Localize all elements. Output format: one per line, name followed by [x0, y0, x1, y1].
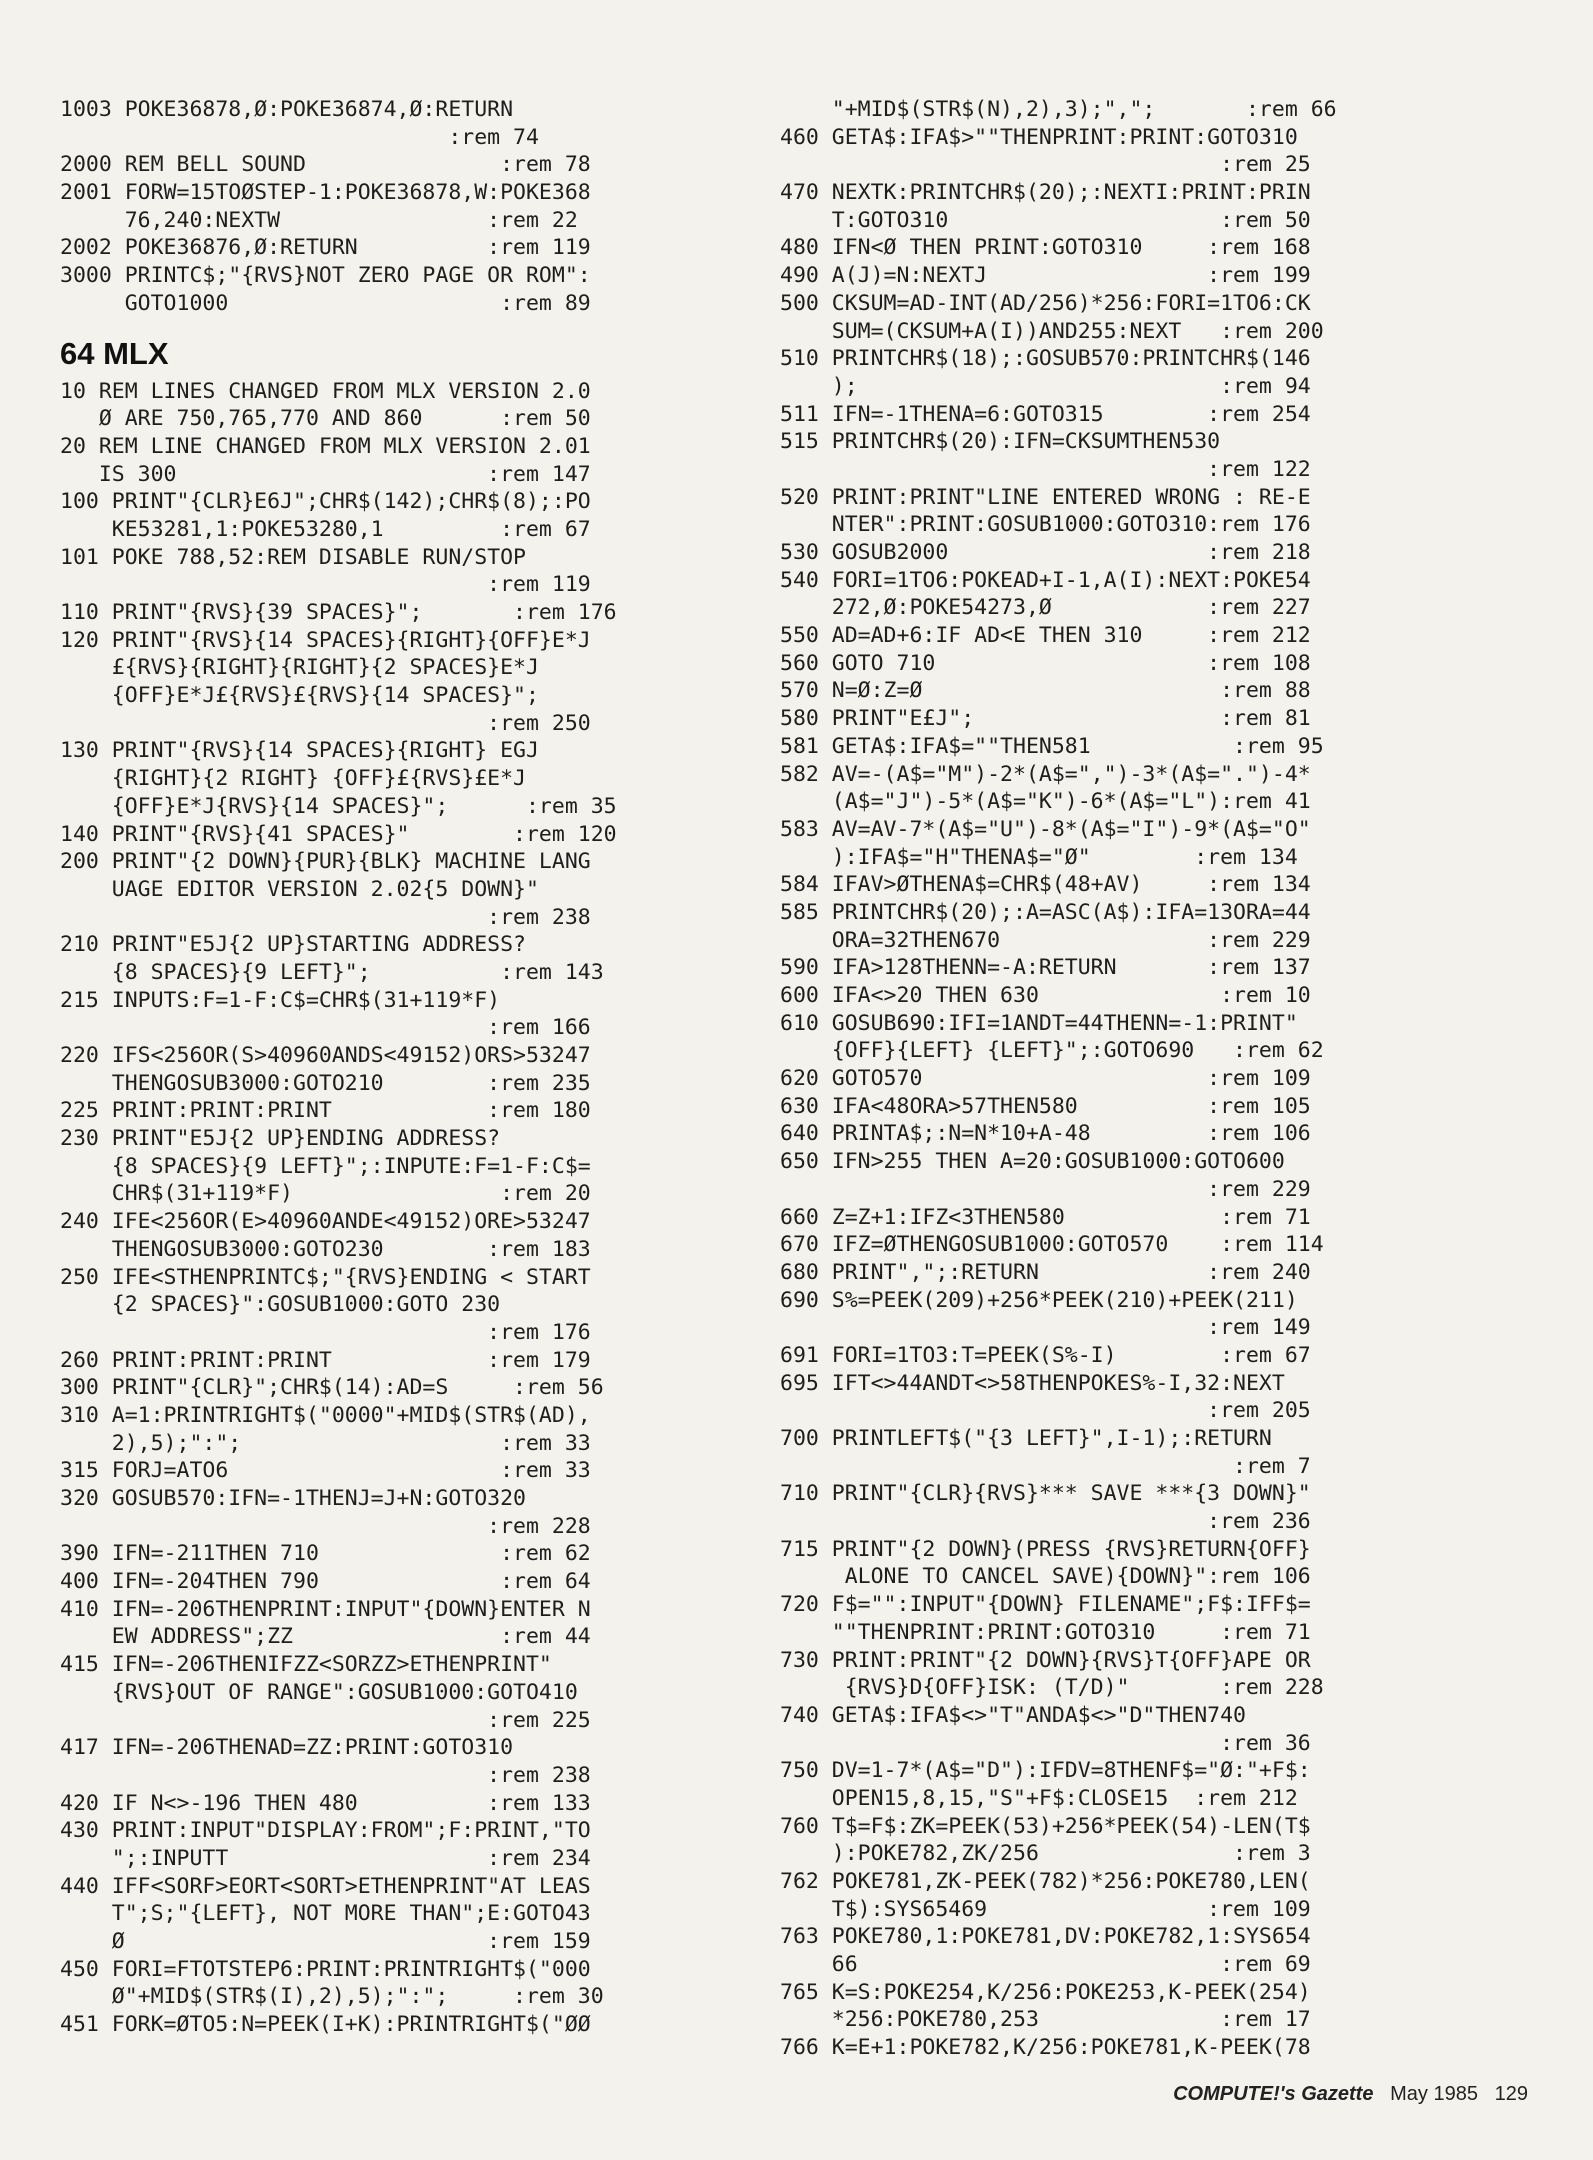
code-line: {8 SPACES}{9 LEFT}"; :rem 143: [60, 959, 604, 985]
code-line: 430 PRINT:INPUT"DISPLAY:FROM";F:PRINT,"TO: [60, 1818, 591, 1844]
code-line: 200 PRINT"{2 DOWN}{PUR}{BLK} MACHINE LANG: [60, 849, 591, 875]
code-line: 590 IFA>128THENN=-A:RETURN :rem 137: [780, 955, 1311, 981]
code-line: 715 PRINT"{2 DOWN}(PRESS {RVS}RETURN{OFF}: [780, 1536, 1311, 1562]
code-line: 600 IFA<>20 THEN 630 :rem 10: [780, 983, 1311, 1008]
page-footer: [1173, 2083, 1528, 2106]
code-line: Ø"+MID$(STR$(I),2),5);":"; :rem 30: [60, 1984, 604, 2010]
code-line: 720 F$="":INPUT"{DOWN} FILENAME";F$:IFF$=: [780, 1592, 1311, 1618]
code-line: :rem 25: [780, 152, 1311, 178]
code-line: 2000 REM BELL SOUND :rem 78: [60, 152, 591, 178]
code-line: OPEN15,8,15,"S"+F$:CLOSE15 :rem 212: [780, 1785, 1298, 1811]
code-line: 2002 POKE36876,Ø:RETURN :rem 119: [60, 235, 591, 261]
code-line: {RVS}OUT OF RANGE":GOSUB1000:GOTO410: [60, 1679, 578, 1705]
code-line: :rem 119: [60, 572, 591, 598]
code-line: 540 FORI=1TO6:POKEAD+I-1,A(I):NEXT:POKE54: [780, 567, 1311, 593]
code-line: £{RVS}{RIGHT}{RIGHT}{2 SPACES}E*J: [60, 655, 539, 681]
code-line: 320 GOSUB570:IFN=-1THENJ=J+N:GOTO320: [60, 1486, 526, 1511]
code-line: Ø ARE 750,765,770 AND 860 :rem 50: [60, 406, 591, 432]
code-line: :rem 205: [780, 1398, 1311, 1424]
code-line: 417 IFN=-206THENAD=ZZ:PRINT:GOTO310: [60, 1735, 514, 1761]
code-line: 730 PRINT:PRINT"{2 DOWN}{RVS}T{OFF}APE OR: [780, 1647, 1311, 1673]
code-line: 390 IFN=-211THEN 710 :rem 62: [60, 1541, 591, 1567]
code-line: 230 PRINT"E5J{2 UP}ENDING ADDRESS?: [60, 1126, 501, 1152]
code-line: Ø :rem 159: [60, 1929, 591, 1954]
code-line: UAGE EDITOR VERSION 2.02{5 DOWN}": [60, 876, 539, 902]
code-line: 520 PRINT:PRINT"LINE ENTERED WRONG : RE-E: [780, 484, 1311, 510]
code-line: 110 PRINT"{RVS}{39 SPACES}"; :rem 176: [60, 600, 617, 625]
code-line: 2),5);":"; :rem 33: [60, 1430, 591, 1456]
code-line: T";S;"{LEFT}, NOT MORE THAN";E:GOTO43: [60, 1901, 591, 1927]
code-line: 2001 FORW=15TOØSTEP-1:POKE36878,W:POKE368: [60, 180, 591, 206]
code-line: THENGOSUB3000:GOTO210 :rem 235: [60, 1070, 591, 1096]
code-line: CHR$(31+119*F) :rem 20: [60, 1181, 591, 1207]
code-line: :rem 149: [780, 1315, 1311, 1341]
code-line: 450 FORI=FTOTSTEP6:PRINT:PRINTRIGHT$("000: [60, 1956, 591, 1982]
code-line: {8 SPACES}{9 LEFT}";:INPUTE:F=1-F:C$=: [60, 1153, 591, 1179]
publication-name: COMPUTE!'s Gazette: [1173, 2083, 1374, 2105]
code-line: ""THENPRINT:PRINT:GOTO310 :rem 71: [780, 1619, 1311, 1645]
code-line: :rem 225: [60, 1707, 591, 1733]
code-line: NTER":PRINT:GOSUB1000:GOTO310:rem 176: [780, 512, 1311, 538]
code-line: :rem 236: [780, 1509, 1311, 1535]
code-line: :rem 238: [60, 904, 591, 930]
code-line: :rem 228: [60, 1513, 591, 1539]
code-line: :rem 229: [780, 1176, 1311, 1202]
code-line: 530 GOSUB2000 :rem 218: [780, 540, 1311, 565]
code-line: 451 FORK=ØTO5:N=PEEK(I+K):PRINTRIGHT$("ØØ: [60, 2012, 591, 2038]
code-line: 400 IFN=-204THEN 790 :rem 64: [60, 1569, 591, 1595]
code-line: 10 REM LINES CHANGED FROM MLX VERSION 2.0: [60, 378, 591, 404]
code-line: 700 PRINTLEFT$("{3 LEFT}",I-1);:RETURN: [780, 1426, 1272, 1451]
code-line: 691 FORI=1TO3:T=PEEK(S%-I) :rem 67: [780, 1342, 1311, 1368]
code-line: SUM=(CKSUM+A(I))AND255:NEXT :rem 200: [780, 318, 1324, 344]
code-line: 225 PRINT:PRINT:PRINT :rem 180: [60, 1098, 591, 1124]
code-line: 130 PRINT"{RVS}{14 SPACES}{RIGHT} EGJ: [60, 738, 539, 764]
code-line: EW ADDRESS";ZZ :rem 44: [60, 1624, 591, 1650]
code-line: 581 GETA$:IFA$=""THEN581 :rem 95: [780, 733, 1324, 759]
code-line: 560 GOTO 710 :rem 108: [780, 650, 1311, 676]
code-line: 100 PRINT"{CLR}E6J";CHR$(142);CHR$(8);:PO: [60, 489, 591, 515]
code-line: {RIGHT}{2 RIGHT} {OFF}£{RVS}£E*J: [60, 766, 526, 792]
code-line: 420 IF N<>-196 THEN 480 :rem 133: [60, 1790, 591, 1816]
code-line: 740 GETA$:IFA$<>"T"ANDA$<>"D"THEN740: [780, 1702, 1246, 1728]
code-line: ORA=32THEN670 :rem 229: [780, 927, 1311, 953]
issue-date: May 1985: [1390, 2083, 1478, 2105]
code-line: 20 REM LINE CHANGED FROM MLX VERSION 2.01: [60, 433, 591, 459]
code-line: 76,240:NEXTW :rem 22: [60, 207, 578, 233]
code-line: 490 A(J)=N:NEXTJ :rem 199: [780, 263, 1311, 289]
code-line: 550 AD=AD+6:IF AD<E THEN 310 :rem 212: [780, 623, 1311, 649]
code-line: :rem 122: [780, 456, 1311, 482]
code-line: 640 PRINTA$;:N=N*10+A-48 :rem 106: [780, 1121, 1311, 1147]
code-line: 260 PRINT:PRINT:PRINT :rem 179: [60, 1347, 591, 1373]
program-listing-left-column: [60, 96, 760, 2039]
code-line: 315 FORJ=ATO6 :rem 33: [60, 1458, 591, 1484]
code-line: T:GOTO310 :rem 50: [780, 207, 1311, 233]
code-line: 583 AV=AV-7*(A$="U")-8*(A$="I")-9*(A$="O": [780, 816, 1311, 842]
section-heading: 64 MLX: [60, 335, 169, 371]
code-line: :rem 166: [60, 1015, 591, 1041]
code-line: 250 IFE<STHENPRINTC$;"{RVS}ENDING < START: [60, 1264, 591, 1290]
code-line: 695 IFT<>44ANDT<>58THENPOKES%-I,32:NEXT: [780, 1370, 1285, 1396]
code-line: :rem 238: [60, 1762, 591, 1788]
code-line: {OFF}E*J{RVS}{14 SPACES}"; :rem 35: [60, 793, 617, 819]
code-line: (A$="J")-5*(A$="K")-6*(A$="L"):rem 41: [780, 789, 1311, 815]
code-line: ";:INPUTT :rem 234: [60, 1845, 591, 1871]
code-line: :rem 176: [60, 1319, 591, 1345]
code-line: THENGOSUB3000:GOTO230 :rem 183: [60, 1236, 591, 1262]
code-line: :rem 250: [60, 710, 591, 736]
code-line: 690 S%=PEEK(209)+256*PEEK(210)+PEEK(211): [780, 1287, 1298, 1313]
code-line: 310 A=1:PRINTRIGHT$("0000"+MID$(STR$(AD),: [60, 1402, 591, 1428]
code-line: 415 IFN=-206THENIFZZ<SORZZ>ETHENPRINT": [60, 1652, 552, 1678]
code-line: 762 POKE781,ZK-PEEK(782)*256:POKE780,LEN(: [780, 1869, 1311, 1894]
code-line: KE53281,1:POKE53280,1 :rem 67: [60, 516, 591, 542]
code-line: :rem 74: [60, 124, 539, 150]
code-line: 710 PRINT"{CLR}{RVS}*** SAVE ***{3 DOWN}": [780, 1481, 1311, 1507]
code-line: 630 IFA<48ORA>57THEN580 :rem 105: [780, 1093, 1311, 1119]
code-line: 620 GOTO570 :rem 109: [780, 1066, 1311, 1092]
code-line: 120 PRINT"{RVS}{14 SPACES}{RIGHT}{OFF}E*J: [60, 627, 591, 653]
code-line: 763 POKE780,1:POKE781,DV:POKE782,1:SYS654: [780, 1924, 1311, 1950]
code-line: "+MID$(STR$(N),2),3);","; :rem 66: [780, 97, 1337, 122]
code-line: GOTO1000 :rem 89: [60, 290, 591, 316]
code-line: ):POKE782,ZK/256 :rem 3: [780, 1841, 1311, 1867]
code-line: 101 POKE 788,52:REM DISABLE RUN/STOP: [60, 544, 526, 570]
code-line: {OFF}{LEFT} {LEFT}";:GOTO690 :rem 62: [780, 1038, 1324, 1064]
code-line: 220 IFS<256OR(S>40960ANDS<49152)ORS>53247: [60, 1043, 591, 1068]
code-line: 210 PRINT"E5J{2 UP}STARTING ADDRESS?: [60, 932, 526, 958]
code-line: :rem 36: [780, 1730, 1311, 1756]
code-line: 66 :rem 69: [780, 1952, 1311, 1978]
code-line: 515 PRINTCHR$(20):IFN=CKSUMTHEN530: [780, 429, 1221, 455]
code-line: :rem 7: [780, 1453, 1311, 1479]
code-line: 3000 PRINTC$;"{RVS}NOT ZERO PAGE OR ROM":: [60, 263, 591, 289]
code-line: {RVS}D{OFF}ISK: (T/D)" :rem 228: [780, 1675, 1324, 1701]
code-line: 215 INPUTS:F=1-F:C$=CHR$(31+119*F): [60, 987, 501, 1013]
code-line: 460 GETA$:IFA$>""THENPRINT:PRINT:GOTO310: [780, 124, 1298, 150]
code-line: 750 DV=1-7*(A$="D"):IFDV=8THENF$="Ø:"+F$:: [780, 1758, 1311, 1784]
code-line: *256:POKE780,253 :rem 17: [780, 2007, 1311, 2033]
code-line: 240 IFE<256OR(E>40960ANDE<49152)ORE>53247: [60, 1209, 591, 1235]
code-line: T$):SYS65469 :rem 109: [780, 1896, 1311, 1922]
code-line: IS 300 :rem 147: [60, 461, 591, 487]
code-line: ALONE TO CANCEL SAVE){DOWN}":rem 106: [780, 1564, 1311, 1590]
code-line: {2 SPACES}":GOSUB1000:GOTO 230: [60, 1292, 501, 1318]
code-line: 766 K=E+1:POKE782,K/256:POKE781,K-PEEK(78: [780, 2035, 1311, 2061]
code-line: 1003 POKE36878,Ø:POKE36874,Ø:RETURN: [60, 97, 514, 122]
code-line: ):IFA$="H"THENA$="Ø" :rem 134: [780, 844, 1298, 870]
code-line: 470 NEXTK:PRINTCHR$(20);:NEXTI:PRINT:PRIN: [780, 180, 1311, 206]
code-line: 440 IFF<SORF>EORT<SORT>ETHENPRINT"AT LEAS: [60, 1873, 591, 1899]
code-line: 585 PRINTCHR$(20);:A=ASC(A$):IFA=13ORA=44: [780, 899, 1311, 925]
code-line: 570 N=Ø:Z=Ø :rem 88: [780, 678, 1311, 704]
code-line: 584 IFAV>ØTHENA$=CHR$(48+AV) :rem 134: [780, 872, 1311, 898]
code-line: {OFF}E*J£{RVS}£{RVS}{14 SPACES}";: [60, 683, 539, 709]
code-line: 510 PRINTCHR$(18);:GOSUB570:PRINTCHR$(146: [780, 346, 1311, 372]
code-line: 480 IFN<Ø THEN PRINT:GOTO310 :rem 168: [780, 235, 1311, 261]
code-line: 580 PRINT"E£J"; :rem 81: [780, 706, 1311, 732]
code-line: 650 IFN>255 THEN A=20:GOSUB1000:GOTO600: [780, 1149, 1285, 1175]
code-line: 670 IFZ=ØTHENGOSUB1000:GOTO570 :rem 114: [780, 1232, 1324, 1258]
page-number: 129: [1494, 2083, 1528, 2105]
code-line: 660 Z=Z+1:IFZ<3THEN580 :rem 71: [780, 1204, 1311, 1230]
program-listing-right-column: [780, 96, 1480, 2062]
code-line: 272,Ø:POKE54273,Ø :rem 227: [780, 595, 1311, 621]
code-line: 760 T$=F$:ZK=PEEK(53)+256*PEEK(54)-LEN(T$: [780, 1813, 1311, 1839]
code-line: 582 AV=-(A$="M")-2*(A$=",")-3*(A$=".")-4*: [780, 761, 1311, 787]
code-line: 511 IFN=-1THENA=6:GOTO315 :rem 254: [780, 401, 1311, 427]
code-line: 500 CKSUM=AD-INT(AD/256)*256:FORI=1TO6:CK: [780, 290, 1311, 316]
code-line: ); :rem 94: [780, 373, 1311, 399]
code-line: 140 PRINT"{RVS}{41 SPACES}" :rem 120: [60, 821, 617, 847]
code-line: 410 IFN=-206THENPRINT:INPUT"{DOWN}ENTER N: [60, 1596, 591, 1622]
code-line: 680 PRINT",";:RETURN :rem 240: [780, 1259, 1311, 1285]
code-line: 300 PRINT"{CLR}";CHR$(14):AD=S :rem 56: [60, 1375, 604, 1401]
code-line: 610 GOSUB690:IFI=1ANDT=44THENN=-1:PRINT": [780, 1010, 1298, 1036]
code-line: 765 K=S:POKE254,K/256:POKE253,K-PEEK(254): [780, 1979, 1311, 2005]
